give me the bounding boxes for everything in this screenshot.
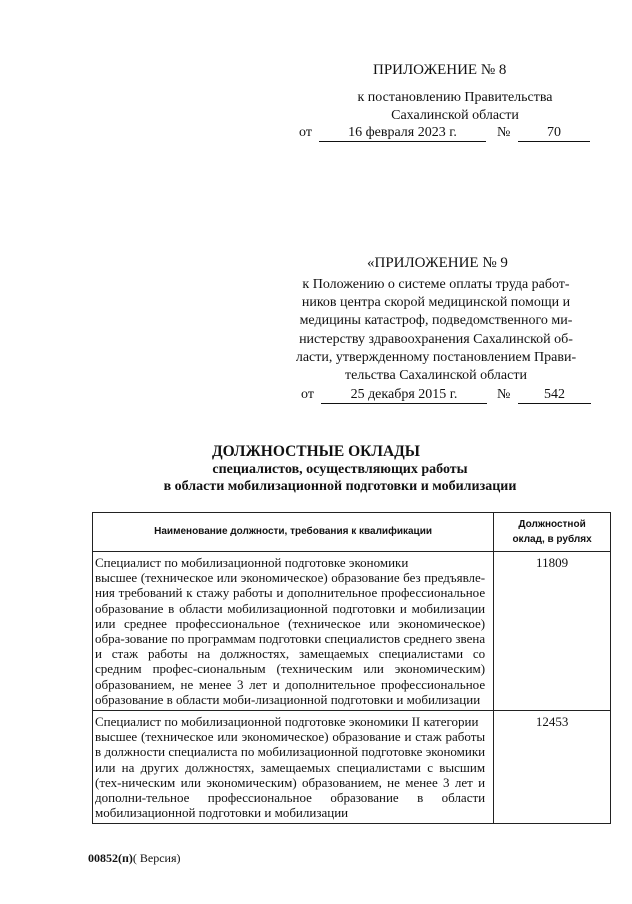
salary-cell: 12453 [494,711,611,824]
column-header-salary [494,513,611,552]
appendix-8-line-2: Сахалинской области [391,108,519,123]
position-name: Специалист по мобилизационной подготовке экономики [95,555,409,570]
appendix-9-text-line: к Положению о системе оплаты труда работ- [302,277,570,292]
appendix-8-title: ПРИЛОЖЕНИЕ № 8 [373,62,507,78]
table-row [93,711,611,824]
table-row [93,552,611,711]
column-header-salary-line-1: Должностной [518,518,586,530]
appendix-9-number: 542 [518,387,591,404]
appendix-9-date: 25 декабря 2015 г. [321,387,487,404]
appendix-8-number-label: № [497,125,511,140]
column-header-salary-line-2: оклад, в рублях [512,534,592,545]
appendix-8-line-1: к постановлению Правительства [357,90,553,105]
appendix-9-text-line: медицины катастроф, подведомственного ми- [299,313,573,329]
position-name: Специалист по мобилизационной подготовке экономики II категории [95,714,479,730]
appendix-9-text-line: ников центра скорой медицинской помощи и [301,295,571,311]
document-subtitle-1: специалистов, осуществляющих работы [212,462,468,477]
appendix-8-number: 70 [518,125,590,142]
appendix-9-text-line: нистерству здравоохранения Сахалинской об- [299,331,573,347]
document-code-number: 00852(п) [88,851,133,865]
appendix-9-text-line: тельства Сахалинской области [345,368,527,384]
position-cell [93,711,494,824]
table-header-row [93,513,611,552]
column-header-position: Наименование должности, требования к квалификации [93,513,494,552]
appendix-8-date: 16 февраля 2023 г. [319,125,486,142]
document-code [88,851,181,866]
salary-cell: 11809 [494,552,611,711]
appendix-8-from-label: от [299,125,312,140]
salary-table [92,512,611,824]
appendix-9-text [282,276,590,385]
document-title: ДОЛЖНОСТНЫЕ ОКЛАДЫ [211,443,421,460]
position-requirements: высшее (техническое или экономическое) образование без предъявле-ния требований к стажу работы и дополнительное профессиональное образование в области мобилизационной подготовки и мобилизации или среднее профессиональное (техническое или экономическое) обра-зование по программам подготовки специалистов среднего звена и стаж работы на должностях, замещаемых специалистами со средним профес-сиональным (техническим или экономическим) образованием, не менее 3 лет и дополнительное профессиональное образование в области моби-лизационной подготовки и мобилизации [95,570,486,707]
appendix-9-from-label: от [301,387,314,402]
appendix-9-title: «ПРИЛОЖЕНИЕ № 9 [367,255,508,271]
position-cell [93,552,494,711]
appendix-9-text-line: ласти, утвержденному постановлением Прави- [295,349,577,365]
position-requirements: высшее (техническое или экономическое) образование и стаж работы в должности специалиста по мобилизационной подготовке экономики или на других должностях, замещаемых специалистами с высшим (тех-ническим или экономическим) образованием, не менее 3 лет и дополни-тельное профессиональное образование в области мобилизационной подготовки и мобилизации [95,729,486,821]
document-subtitle-2: в области мобилизационной подготовки и мобилизации [163,479,517,494]
document-version: ( Версия) [132,851,181,865]
appendix-9-number-label: № [497,387,511,402]
